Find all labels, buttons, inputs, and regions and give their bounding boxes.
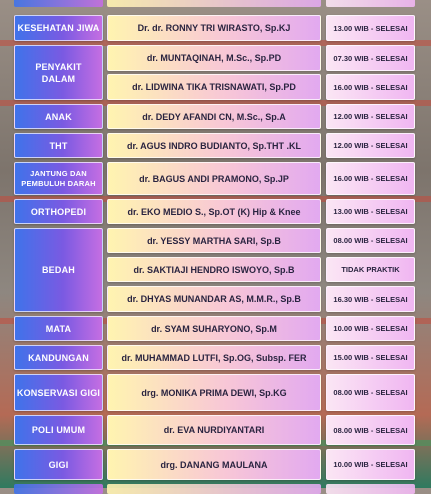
poli-label-line1: PENYAKIT xyxy=(35,61,82,72)
schedule-time: 16.00 WIB - SELESAI xyxy=(333,82,408,92)
schedule-time: 15.00 WIB - SELESAI xyxy=(333,353,408,362)
schedule-time-cell xyxy=(326,374,415,411)
schedule-time: TIDAK PRAKTIK xyxy=(341,265,400,274)
poli-gigi xyxy=(14,449,103,480)
doctor-name-cell xyxy=(107,199,321,224)
schedule-time-cell xyxy=(326,162,415,195)
poli-jantung-pembuluh-darah xyxy=(14,162,103,195)
doctor-name-cell xyxy=(107,45,321,71)
doctor-name-cell xyxy=(107,228,321,253)
poli-konservasi-gigi xyxy=(14,374,103,411)
schedule-time-cell xyxy=(326,415,415,445)
poli-kandungan xyxy=(14,345,103,370)
schedule-time-cell xyxy=(326,316,415,341)
poli-anak xyxy=(14,104,103,129)
poli-bedah xyxy=(14,228,103,312)
cut-off-poli-cell xyxy=(14,0,103,7)
schedule-time-cell xyxy=(326,345,415,370)
doctor-name: dr. EVA NURDIYANTARI xyxy=(163,425,265,435)
doctor-name-cell xyxy=(107,345,321,370)
poli-label: ANAK xyxy=(45,111,72,122)
schedule-time-cell xyxy=(326,74,415,100)
doctor-name-cell xyxy=(107,74,321,100)
doctor-name: drg. MONIKA PRIMA DEWI, Sp.KG xyxy=(141,387,287,398)
schedule-time: 10.00 WIB - SELESAI xyxy=(333,460,408,469)
cut-off-doctor-cell xyxy=(107,0,321,7)
schedule-time: 10.00 WIB - SELESAI xyxy=(333,324,408,333)
schedule-time-cell xyxy=(326,228,415,253)
cut-off-doctor-cell xyxy=(107,484,321,494)
poli-label: BEDAH xyxy=(41,265,75,275)
schedule-time: 13.00 WIB - SELESAI xyxy=(333,23,408,33)
cut-off-time-cell xyxy=(326,484,415,494)
schedule-time: 16.30 WIB - SELESAI xyxy=(333,294,408,304)
doctor-name: dr. BAGUS ANDI PRAMONO, Sp.JP xyxy=(139,173,289,184)
schedule-time-cell xyxy=(326,104,415,129)
doctor-name-cell xyxy=(107,162,321,195)
schedule-time: 08.00 WIB - SELESAI xyxy=(333,388,408,397)
schedule-time: 13.00 WIB - SELESAI xyxy=(333,207,408,216)
poli-label-line1: JANTUNG DAN xyxy=(30,168,87,178)
schedule-time-cell xyxy=(326,286,415,312)
doctor-name: dr. YESSY MARTHA SARI, Sp.B xyxy=(147,235,281,246)
doctor-name: dr. LIDWINA TIKA TRISNAWATI, Sp.PD xyxy=(132,82,296,92)
doctor-name-cell xyxy=(107,415,321,445)
doctor-name: Dr. dr. RONNY TRI WIRASTO, Sp.KJ xyxy=(137,23,291,33)
poli-mata xyxy=(14,316,103,341)
schedule-time-cell xyxy=(326,45,415,71)
poli-label: GIGI xyxy=(48,459,69,470)
schedule-time: 12.00 WIB - SELESAI xyxy=(333,141,408,150)
schedule-time: 16.00 WIB - SELESAI xyxy=(333,174,408,183)
doctor-name: dr. SYAM SUHARYONO, Sp.M xyxy=(151,323,277,334)
doctor-name-cell xyxy=(107,104,321,129)
poli-label: ORTHOPEDI xyxy=(30,206,87,217)
doctor-name: dr. SAKTIAJI HENDRO ISWOYO, Sp.B xyxy=(133,264,295,275)
doctor-name: drg. DANANG MAULANA xyxy=(160,459,268,470)
doctor-name: dr. MUHAMMAD LUTFI, Sp.OG, Subsp. FER xyxy=(121,352,307,363)
schedule-time-cell xyxy=(326,15,415,41)
cut-off-poli-cell xyxy=(14,484,103,494)
poli-umum xyxy=(14,415,103,445)
poli-label: KANDUNGAN xyxy=(28,352,89,363)
doctor-name-cell xyxy=(107,257,321,282)
poli-label: MATA xyxy=(45,323,72,334)
poli-orthopedi xyxy=(14,199,103,224)
doctor-name-cell xyxy=(107,133,321,158)
schedule-time: 12.00 WIB - SELESAI xyxy=(333,112,408,121)
doctor-name-cell xyxy=(107,316,321,341)
doctor-name-cell xyxy=(107,449,321,480)
poli-label: KESEHATAN JIWA xyxy=(17,23,100,33)
doctor-name-cell xyxy=(107,286,321,312)
doctor-name: dr. DHYAS MUNANDAR AS, M.M.R., Sp.B xyxy=(127,294,301,304)
schedule-time-cell xyxy=(326,257,415,282)
poli-label: THT xyxy=(49,140,68,151)
doctor-name-cell xyxy=(107,15,321,41)
doctor-name-cell xyxy=(107,374,321,411)
poli-kesehatan-jiwa xyxy=(14,15,103,41)
schedule-time: 08.00 WIB - SELESAI xyxy=(333,425,408,435)
doctor-name: dr. EKO MEDIO S., Sp.OT (K) Hip & Knee xyxy=(127,206,301,217)
doctor-name: dr. MUNTAQINAH, M.Sc., Sp.PD xyxy=(146,53,282,63)
poli-label-line2: DALAM xyxy=(41,73,76,84)
schedule-time: 07.30 WIB - SELESAI xyxy=(333,53,408,63)
poli-label: POLI UMUM xyxy=(31,425,86,435)
schedule-time-cell xyxy=(326,199,415,224)
poli-label: KONSERVASI GIGI xyxy=(16,387,101,398)
poli-tht xyxy=(14,133,103,158)
poli-penyakit-dalam xyxy=(14,45,103,100)
schedule-time: 08.00 WIB - SELESAI xyxy=(333,236,408,245)
doctor-name: dr. AGUS INDRO BUDIANTO, Sp.THT .KL xyxy=(126,140,301,151)
doctor-name: dr. DEDY AFANDI CN, M.Sc., Sp.A xyxy=(142,111,286,122)
schedule-time-cell xyxy=(326,449,415,480)
poli-label-line2: PEMBULUH DARAH xyxy=(21,178,96,188)
schedule-time-cell xyxy=(326,133,415,158)
cut-off-time-cell xyxy=(326,0,415,7)
